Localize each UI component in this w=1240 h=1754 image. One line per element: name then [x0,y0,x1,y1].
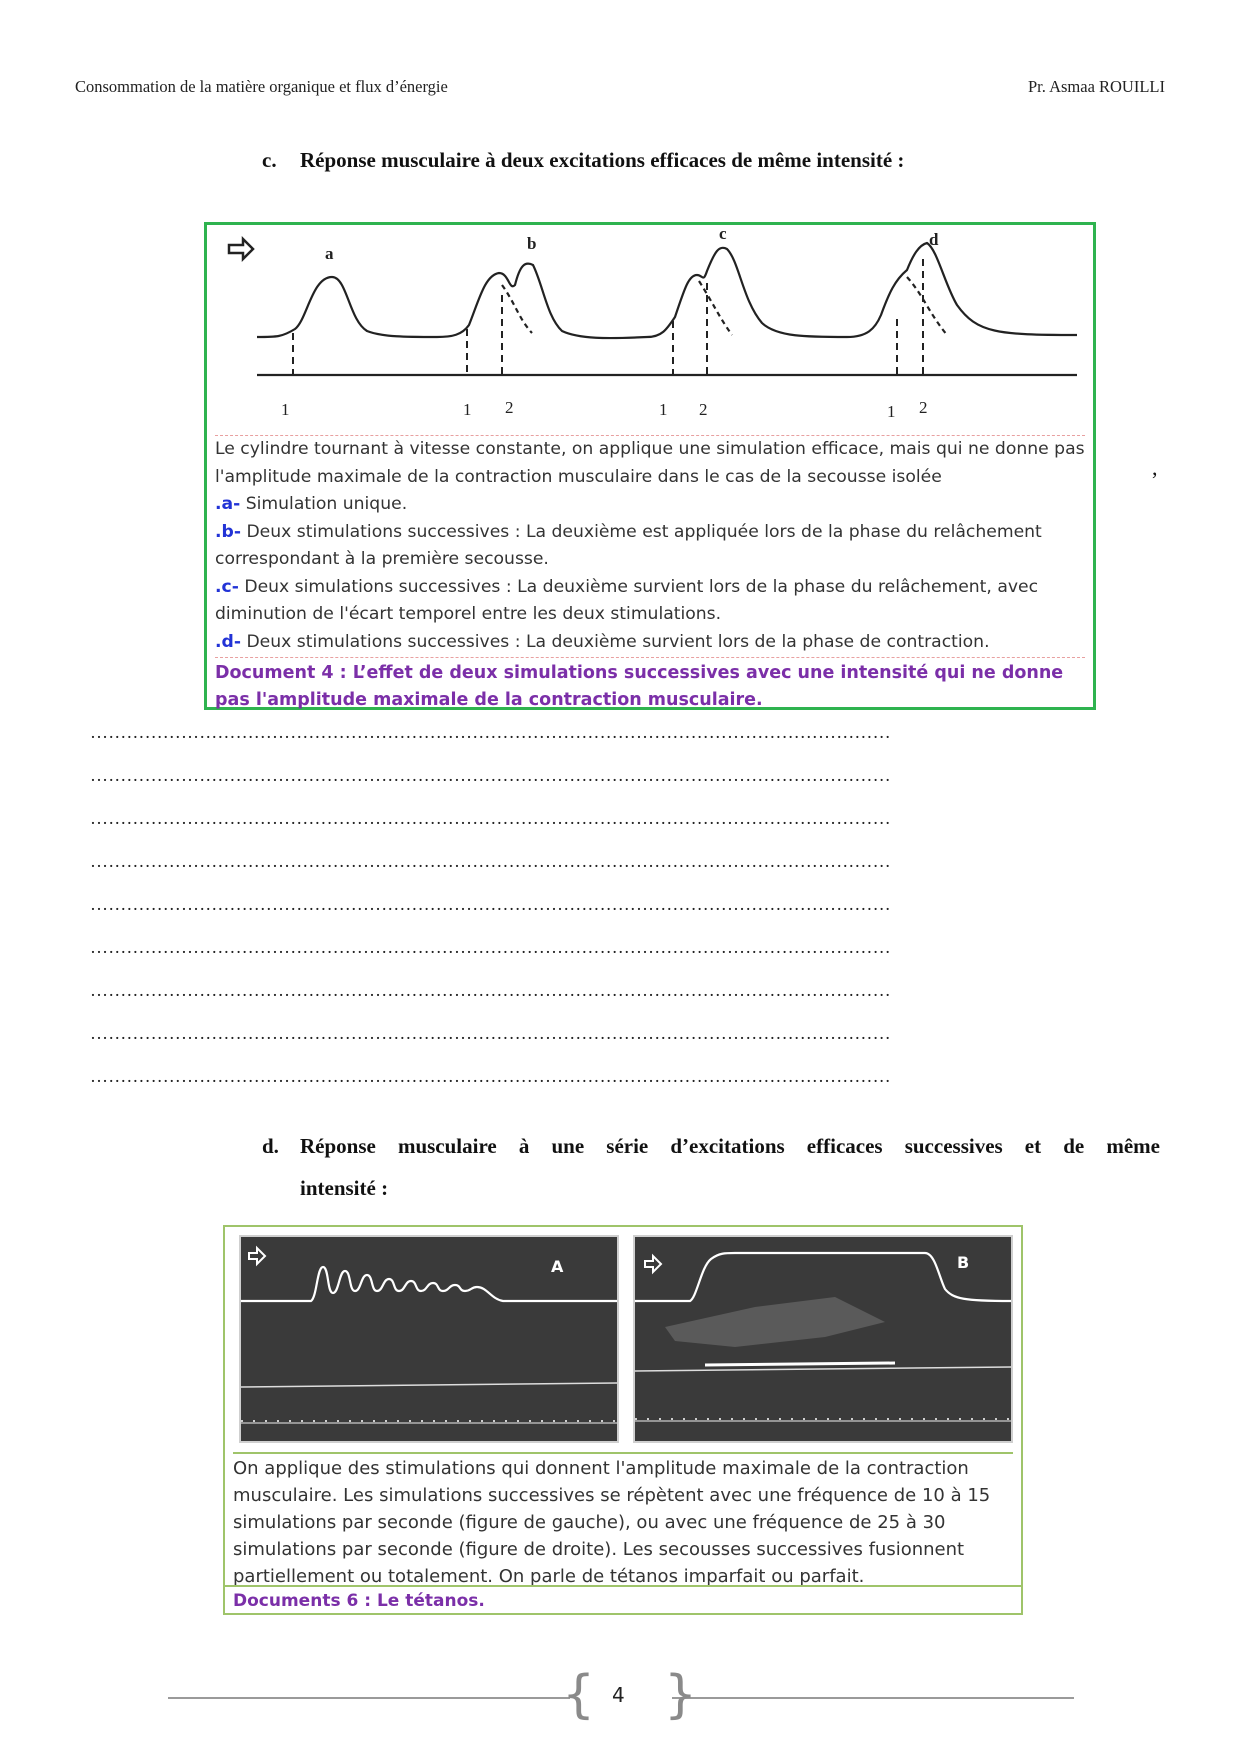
redacted-scribble [665,1297,885,1347]
axis-mark: 2 [699,400,708,419]
doc4-item-d: .d- Deux stimulations successives : La deuxième survient lors de la phase de contraction. [215,631,990,652]
trace-label-a: a [325,244,334,263]
footer-brace-left: { [562,1665,596,1725]
footer-rule-left [168,1697,570,1699]
oscillogram-b-trace [635,1237,1011,1441]
axis-mark: 1 [281,400,290,419]
doc4-intro: Le cylindre tournant à vitesse constante, on applique une simulation efficace, mais qui ne donne pas l'amplitude maximale de la contraction musculaire dans le cas de la secousse isolée [215,439,1085,487]
doc6-caption: Documents 6 : Le tétanos. [225,1585,1021,1615]
answer-line[interactable]: …………………………………………………………………………………………………………………… [90,765,891,785]
doc4-item-a: .a- Simulation unique. [215,494,408,514]
stimulus-markers [293,259,923,377]
section-d-title-line2: intensité : [300,1176,389,1200]
header-left: Consommation de la matière organique et flux d’énergie [75,77,448,96]
header-right: Pr. Asmaa ROUILLI [1027,77,1165,96]
panel-b-label: B [957,1253,970,1272]
page-number: 4 [612,1683,625,1707]
answer-line[interactable]: …………………………………………………………………………………………………………………… [90,851,891,871]
answer-line[interactable]: …………………………………………………………………………………………………………………… [90,808,891,828]
trace-label-c: c [719,225,727,243]
right-arrow-icon [229,239,253,259]
answer-line[interactable]: …………………………………………………………………………………………………………………… [90,894,891,914]
answer-line[interactable]: …………………………………………………………………………………………………………………… [90,980,891,1000]
trace-label-b: b [527,234,537,253]
document-6 [223,1225,1023,1615]
twitch-recording [207,225,1093,435]
section-d-title-line1: Réponse musculaire à une série d’excitations efficaces successives et de même [300,1134,1160,1158]
answer-line[interactable]: …………………………………………………………………………………………………………………… [90,722,891,742]
doc4-caption: Document 4 : L’effet de deux simulations successives avec une intensité qui ne donne pas l'amplitude maximale de la contraction musculaire. [215,657,1085,714]
axis-mark: 1 [659,400,668,419]
axis-mark: 1 [887,402,896,421]
axis-mark: 1 [463,400,472,419]
answer-line[interactable]: …………………………………………………………………………………………………………………… [90,1023,891,1043]
twitch-traces [257,243,1077,338]
trace-label-d: d [929,230,939,249]
axis-mark: 2 [919,398,928,417]
doc4-item-b: .b- Deux stimulations successives : La deuxième est appliquée lors de la phase du relâchement correspondant à la première secousse. [215,521,1042,569]
axis-mark: 2 [505,398,514,417]
answer-line[interactable]: …………………………………………………………………………………………………………………… [90,937,891,957]
section-c-title: Réponse musculaire à deux excitations efficaces de même intensité : [300,148,905,172]
panel-a-label: A [551,1257,564,1276]
oscillogram-b [633,1235,1013,1443]
doc4-item-c: .c- Deux simulations successives : La deuxième survient lors de la phase du relâchement, avec diminution de l'écart temporel entre les deux stimulations. [215,576,1039,624]
right-arrow-icon [249,1248,265,1264]
doc6-description: On applique des stimulations qui donnent l'amplitude maximale de la contraction musculaire. Les simulations successives se répètent avec une fréquence de 10 à 15 simulations par seconde (figure de gauche), ou avec une fréquence de 25 à 30 simulations par seconde (figure de droite). Les secousses successives fusionnent partiellement ou totalement. On parle de tétanos imparfait ou parfait. [233,1452,1013,1590]
stray-comma: , [1152,455,1158,480]
answer-line[interactable]: …………………………………………………………………………………………………………………… [90,1066,891,1086]
doc4-description [215,435,1085,656]
document-4 [204,222,1096,710]
right-arrow-icon [645,1256,661,1272]
footer-rule-right [672,1697,1074,1699]
footer-brace-right: } [664,1665,698,1725]
section-c-letter: c. [262,148,277,172]
oscillogram-a [239,1235,619,1443]
section-d-letter: d. [262,1134,279,1158]
